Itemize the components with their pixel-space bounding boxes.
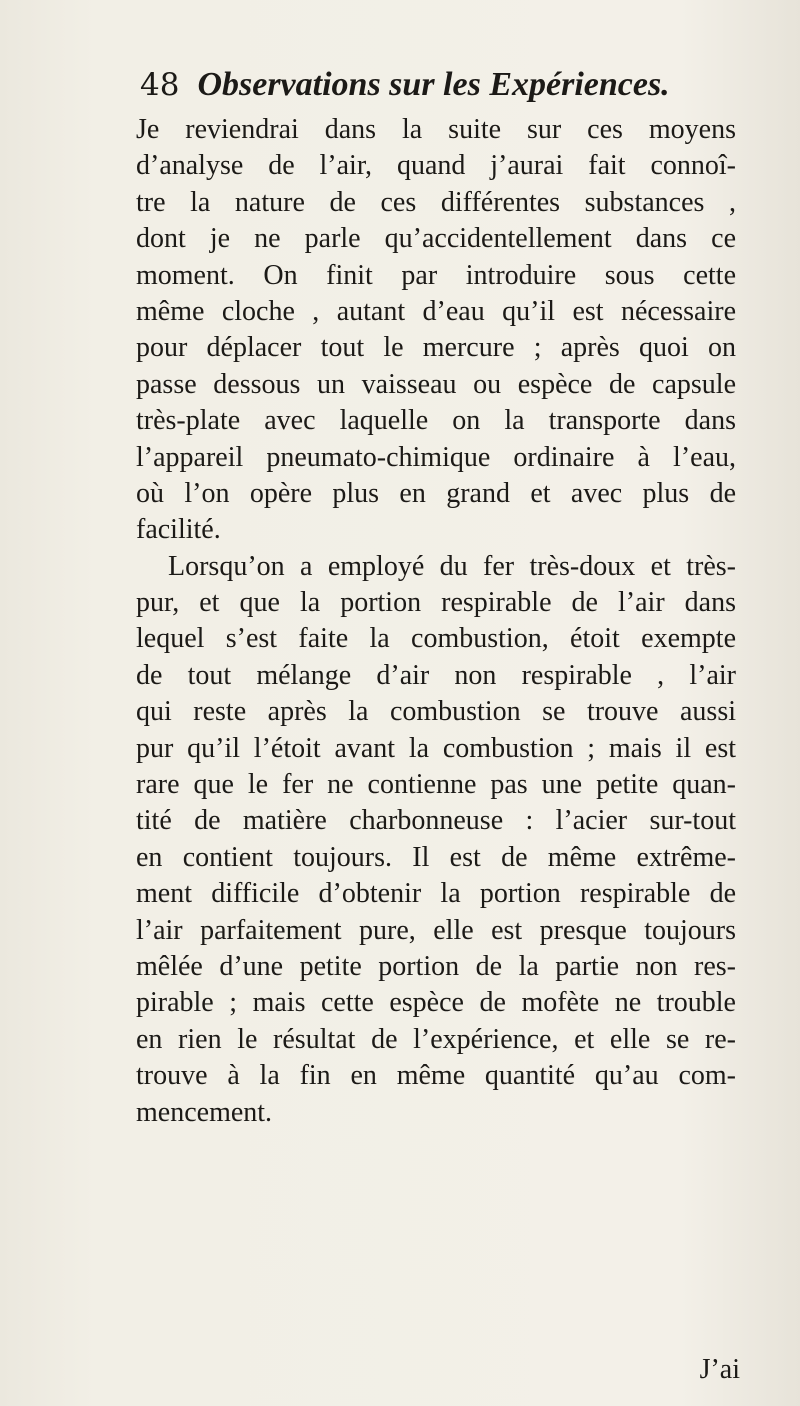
- text-line: tre la nature de ces différentes substances ,: [136, 186, 736, 218]
- text-line: où l’on opère plus en grand et avec plus de: [136, 477, 736, 509]
- body-text: [136, 112, 736, 1131]
- text-line: facilité.: [136, 514, 221, 546]
- text-line: tité de matière charbonneuse : l’acier sur-tout: [136, 805, 736, 837]
- text-line: mencement.: [136, 1096, 273, 1128]
- page-header: [140, 60, 740, 110]
- catchword: J’ai: [699, 1354, 740, 1385]
- text-line: trouve à la fin en même quantité qu’au com-: [136, 1060, 736, 1092]
- text-line: qui reste après la combustion se trouve aussi: [136, 696, 736, 728]
- text-line: mêlée d’une petite portion de la partie non res-: [136, 950, 736, 982]
- text-line: lequel s’est faite la combustion, étoit exempte: [136, 623, 736, 655]
- text-line: dont je ne parle qu’accidentellement dans ce: [136, 223, 736, 255]
- text-line: Lorsqu’on a employé du fer très-doux et très-: [168, 550, 736, 582]
- text-line: de tout mélange d’air non respirable , l’air: [136, 659, 736, 691]
- text-line: en rien le résultat de l’expérience, et elle se re-: [136, 1023, 736, 1055]
- running-title: Observations sur les Expériences.: [197, 66, 670, 103]
- text-line: pirable ; mais cette espèce de mofète ne trouble: [136, 987, 736, 1019]
- text-line: l’appareil pneumato-chimique ordinaire à l’eau,: [136, 441, 736, 473]
- text-line: Je reviendrai dans la suite sur ces moyens: [136, 114, 736, 145]
- text-line: pur, et que la portion respirable de l’air dans: [136, 587, 736, 619]
- text-line: d’analyse de l’air, quand j’aurai fait connoî-: [136, 150, 736, 182]
- text-line: même cloche , autant d’eau qu’il est nécessaire: [136, 295, 736, 327]
- text-line: ment difficile d’obtenir la portion respirable de: [136, 878, 736, 910]
- text-line: très-plate avec laquelle on la transporte dans: [136, 405, 736, 437]
- text-line: moment. On finit par introduire sous cette: [136, 259, 736, 291]
- text-line: pur qu’il l’étoit avant la combustion ; mais il est: [136, 732, 736, 764]
- text-line: en contient toujours. Il est de même extrême-: [136, 841, 736, 873]
- text-line: passe dessous un vaisseau ou espèce de capsule: [136, 368, 736, 400]
- text-line: pour déplacer tout le mercure ; après quoi on: [136, 332, 736, 364]
- text-line: rare que le fer ne contienne pas une petite quan-: [136, 769, 736, 801]
- text-line: l’air parfaitement pure, elle est presque toujours: [136, 914, 736, 946]
- page-number: 48: [140, 67, 180, 103]
